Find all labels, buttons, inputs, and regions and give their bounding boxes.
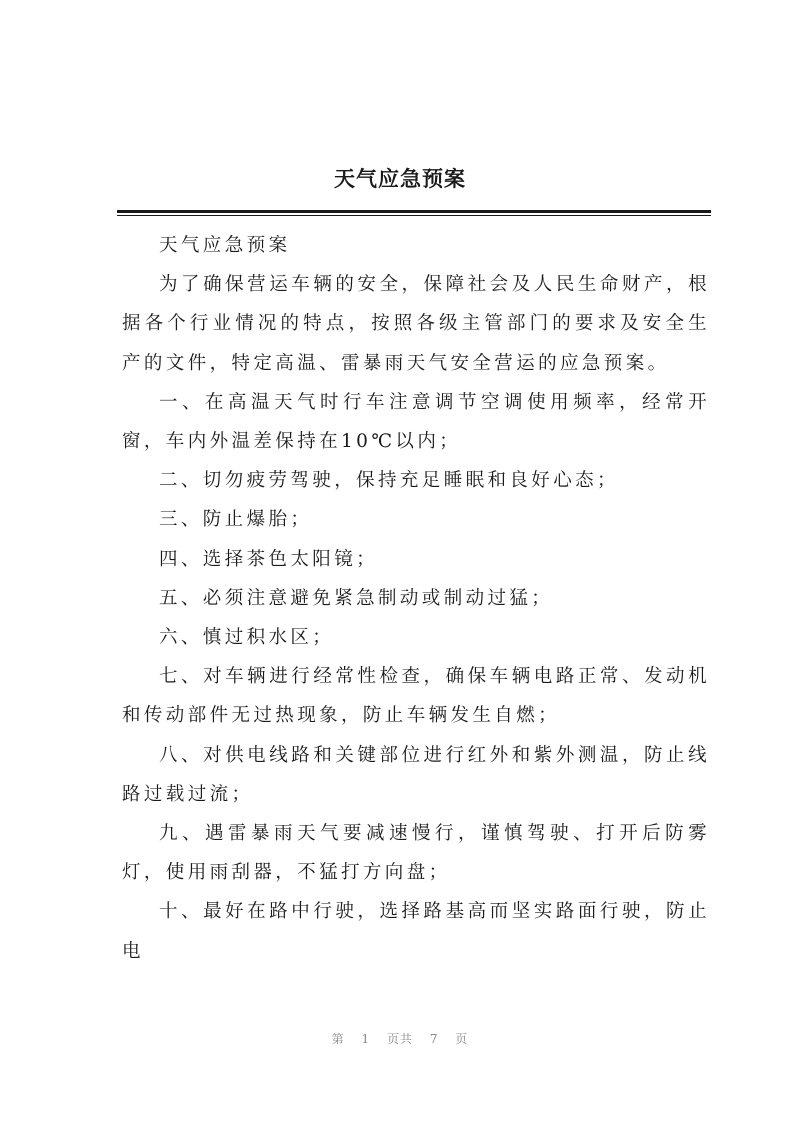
paragraph-intro: 为了确保营运车辆的安全，保障社会及人民生命财产，根据各个行业情况的特点，按照各级主管部门的要求及安全生产的文件，特定高温、雷暴雨天气安全营运的应急预案。 <box>122 274 710 374</box>
paragraph-heading: 天气应急预案 <box>159 235 291 256</box>
paragraph-item-7: 七、对车辆进行经常性检查，确保车辆电路正常、发动机和传动部件无过热现象，防止车辆发生自燃； <box>122 666 710 727</box>
document-body <box>122 226 710 971</box>
footer-current-page: 1 <box>361 1032 371 1046</box>
footer-suffix: 页 <box>455 1032 469 1046</box>
paragraph-item-1: 一、在高温天气时行车注意调节空调使用频率，经常开窗，车内外温差保持在10℃以内； <box>122 391 710 453</box>
footer-middle: 页共 <box>386 1032 413 1046</box>
footer-prefix: 第 <box>331 1032 345 1046</box>
footer-total-pages: 7 <box>429 1032 439 1046</box>
document-title: 天气应急预案 <box>334 166 466 191</box>
title-divider <box>117 210 711 213</box>
paragraph-item-4: 四、选择茶色太阳镜； <box>159 548 379 570</box>
paragraph-item-8: 八、对供电线路和关键部位进行红外和紫外测温，防止线路过载过流； <box>122 744 710 805</box>
paragraph-item-9: 九、遇雷暴雨天气要减速慢行，谨慎驾驶、打开后防雾灯，使用雨刮器，不猛打方向盘； <box>122 823 710 884</box>
paragraph-item-10: 十、最好在路中行驶，选择路基高而坚实路面行驶，防止电 <box>122 901 710 962</box>
page-footer <box>0 1030 800 1047</box>
paragraph-item-2: 二、切勿疲劳驾驶，保持充足睡眠和良好心态； <box>159 470 619 492</box>
paragraph-item-6: 六、慎过积水区； <box>159 627 335 649</box>
paragraph-item-5: 五、必须注意避免紧急制动或制动过猛； <box>159 587 554 609</box>
title-divider-thin <box>117 215 711 216</box>
paragraph-item-3: 三、防止爆胎； <box>159 509 313 531</box>
